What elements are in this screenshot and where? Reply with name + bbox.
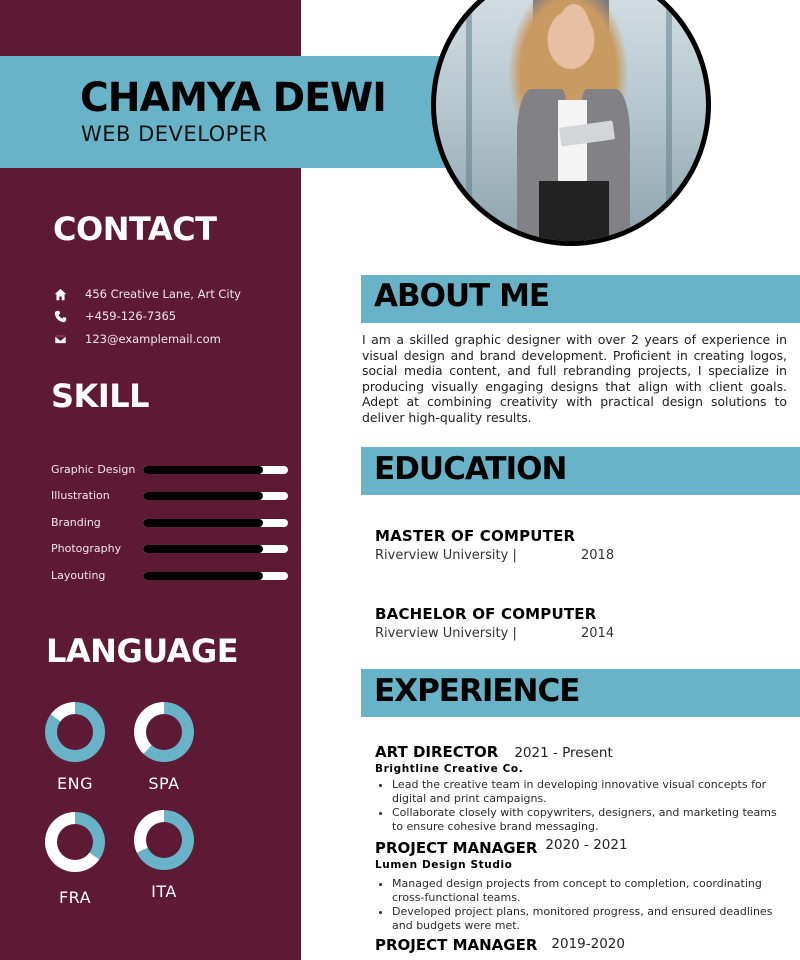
job-bullet: • Developed project plans, monitored progress, and ensured deadlines and budgets were met. bbox=[392, 905, 790, 933]
language-code: ENG bbox=[57, 774, 93, 793]
job-dates: 2020 - 2021 bbox=[545, 837, 628, 853]
photo-detail bbox=[539, 181, 609, 241]
contact-phone-text: +459-126-7365 bbox=[85, 309, 177, 323]
photo-bg-detail bbox=[466, 0, 472, 241]
skill-label: Layouting bbox=[51, 569, 106, 582]
job-company: Brightline Creative Co. bbox=[375, 763, 524, 775]
language-item-eng bbox=[43, 702, 107, 793]
education-item bbox=[375, 605, 614, 641]
contact-email bbox=[53, 332, 221, 346]
skill-bar-fill bbox=[143, 492, 263, 500]
education-meta bbox=[375, 626, 614, 641]
candidate-name: CHAMYA DEWI bbox=[80, 75, 386, 121]
phone-icon bbox=[53, 309, 67, 323]
job-dates: 2019-2020 bbox=[551, 936, 625, 952]
language-item-spa bbox=[132, 702, 196, 793]
language-code: ITA bbox=[151, 882, 177, 901]
education-item bbox=[375, 527, 614, 563]
skill-bar-fill bbox=[143, 519, 263, 527]
education-section-header bbox=[361, 447, 800, 495]
language-item-ita bbox=[132, 810, 196, 901]
photo-detail bbox=[558, 4, 590, 56]
about-text: I am a skilled graphic designer with over 2 years of experience in visual design and brand development. Proficient in creating logos, social media content, and full rebranding projects, I specialize in producing visually engaging designs that align with client goals. Adept at combining creativity with practical design solutions to deliver high-quality results. bbox=[362, 332, 787, 425]
skill-item bbox=[51, 489, 291, 503]
candidate-role: WEB DEVELOPER bbox=[81, 122, 268, 146]
education-school: Riverview University | bbox=[375, 548, 517, 563]
experience-item bbox=[375, 743, 790, 834]
mail-icon bbox=[53, 332, 67, 346]
language-donut bbox=[134, 810, 194, 870]
language-donut bbox=[134, 702, 194, 762]
language-donut bbox=[45, 702, 105, 762]
language-item-fra bbox=[43, 812, 107, 907]
contact-address bbox=[53, 287, 241, 301]
skill-label: Branding bbox=[51, 516, 101, 529]
about-section-header bbox=[361, 275, 800, 323]
job-bullet: • Lead the creative team in developing innovative visual concepts for digital and print campaigns. bbox=[392, 778, 790, 806]
experience-item bbox=[375, 936, 790, 954]
job-company: Lumen Design Studio bbox=[375, 859, 513, 871]
education-degree: MASTER OF COMPUTER bbox=[375, 527, 576, 545]
about-heading: ABOUT ME bbox=[374, 278, 550, 314]
language-code: FRA bbox=[58, 888, 92, 907]
job-title: PROJECT MANAGER bbox=[375, 936, 538, 954]
education-meta bbox=[375, 548, 614, 563]
skill-bar-track bbox=[143, 545, 288, 553]
job-bullets bbox=[375, 877, 790, 933]
skill-bar-fill bbox=[143, 572, 263, 580]
skill-label: Illustration bbox=[51, 489, 110, 502]
home-icon bbox=[53, 287, 67, 301]
language-heading: LANGUAGE bbox=[46, 632, 239, 670]
skill-bar-track bbox=[143, 466, 288, 474]
contact-address-text: 456 Creative Lane, Art City bbox=[85, 287, 241, 301]
education-heading: EDUCATION bbox=[374, 451, 567, 487]
education-year: 2014 bbox=[581, 626, 615, 641]
skill-label: Photography bbox=[51, 542, 122, 555]
skill-heading: SKILL bbox=[51, 377, 150, 415]
skill-bar-fill bbox=[143, 545, 263, 553]
contact-heading: CONTACT bbox=[53, 210, 217, 248]
skill-item bbox=[51, 463, 291, 477]
job-dates: 2021 - Present bbox=[514, 745, 613, 761]
photo-bg-detail bbox=[666, 0, 672, 241]
contact-phone bbox=[53, 309, 176, 323]
job-bullets bbox=[375, 778, 790, 834]
skill-bar-track bbox=[143, 492, 288, 500]
job-title: PROJECT MANAGER bbox=[375, 839, 538, 857]
experience-section-header bbox=[361, 669, 800, 717]
skill-bar-track bbox=[143, 572, 288, 580]
job-title: ART DIRECTOR bbox=[375, 743, 499, 761]
profile-photo bbox=[431, 0, 711, 246]
experience-item bbox=[375, 839, 790, 933]
skill-item bbox=[51, 569, 291, 583]
skill-item bbox=[51, 516, 291, 530]
language-code: SPA bbox=[148, 774, 180, 793]
skill-bar-track bbox=[143, 519, 288, 527]
job-bullet: • Managed design projects from concept to completion, coordinating cross-functional teams. bbox=[392, 877, 790, 905]
education-school: Riverview University | bbox=[375, 626, 517, 641]
skill-item bbox=[51, 542, 291, 556]
job-bullet: • Collaborate closely with copywriters, designers, and marketing teams to ensure cohesive brand messaging. bbox=[392, 806, 790, 834]
education-degree: BACHELOR OF COMPUTER bbox=[375, 605, 597, 623]
skill-label: Graphic Design bbox=[51, 463, 136, 476]
language-donut bbox=[45, 812, 105, 872]
education-year: 2018 bbox=[581, 548, 615, 563]
skill-bar-fill bbox=[143, 466, 263, 474]
contact-email-text: 123@examplemail.com bbox=[85, 332, 221, 346]
experience-heading: EXPERIENCE bbox=[374, 673, 580, 709]
